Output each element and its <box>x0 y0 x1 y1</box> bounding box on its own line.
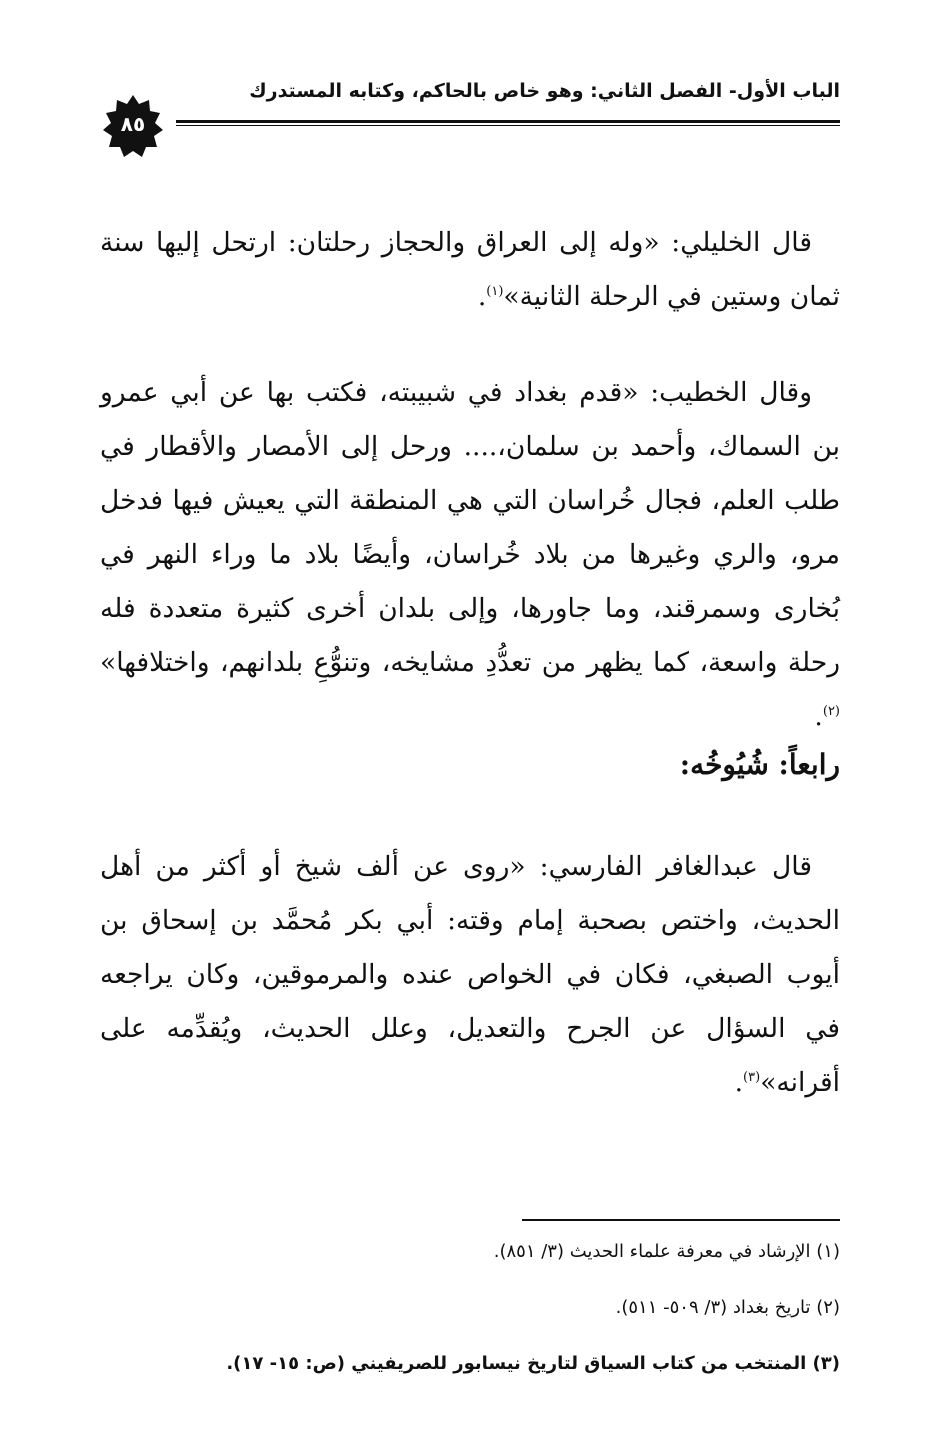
paragraph-text: قال عبدالغافر الفارسي: «روى عن ألف شيخ أو أكثر من أهل الحديث، واختص بصحبة إمام وقته: أبي بكر مُحمَّد بن إسحاق بن أيوب الصبغي، فكان في الخواص عنده والمرموقين، وكان يراجعه في السؤال عن الجرح والتعديل، وعلل الحديث، ويُقدِّمه على أقرانه» <box>100 851 840 1098</box>
footnote-1: (١) الإرشاد في معرفة علماء الحديث (٣/ ٨٥١). <box>493 1241 840 1262</box>
header-rule <box>176 120 840 123</box>
paragraph-farisi <box>100 840 840 1110</box>
footnote-separator <box>522 1219 840 1221</box>
footnote-3: (٣) المنتخب من كتاب السياق لتاريخ نيسابور للصريفيني (ص: ١٥- ١٧). <box>226 1353 840 1374</box>
paragraph-text: وقال الخطيب: «قدم بغداد في شبيبته، فكتب بها عن أبي عمرو بن السماك، وأحمد بن سلمان،.... ورحل إلى الأمصار والأقطار في طلب العلم، فجال خُراسان التي هي المنطقة التي يعيش فيها فدخل مرو، والري وغيرها من بلاد خُراسان، وأيضًا بلاد ما وراء النهر في بُخارى وسمرقند، وما جاورها، وإلى بلدان أخرى كثيرة متعددة فله رحلة واسعة، كما يظهر من تعدُّدِ مشايخه، وتنوُّعِ بلدانهم، واختلافها» <box>100 377 840 678</box>
paragraph-khalili <box>100 216 840 324</box>
footnote-marker-1: (١) <box>486 284 504 300</box>
page-number-badge <box>100 94 166 160</box>
paragraph-end: . <box>477 281 487 312</box>
paragraph-khatib <box>100 366 840 744</box>
paragraph-end: . <box>734 1067 744 1098</box>
section-heading: رابعاً: شُيُوخُه: <box>679 748 840 781</box>
page-number: ٨٥ <box>120 112 146 136</box>
header-rule-thin <box>176 125 840 126</box>
running-header <box>100 76 840 110</box>
paragraph-end: . <box>814 701 823 732</box>
paragraph-text: قال الخليلي: «وله إلى العراق والحجاز رحلتان: ارتحل إليها سنة ثمان وستين في الرحلة الثانية» <box>100 227 840 312</box>
footnote-2: (٢) تاريخ بغداد (٣/ ٥٠٩- ٥١١). <box>615 1297 840 1318</box>
footnote-marker-2: (٢) <box>822 704 840 720</box>
footnote-marker-3: (٣) <box>743 1070 761 1086</box>
running-title: الباب الأول- الفصل الثاني: وهو خاص بالحاكم، وكتابه المستدرك <box>249 80 840 102</box>
